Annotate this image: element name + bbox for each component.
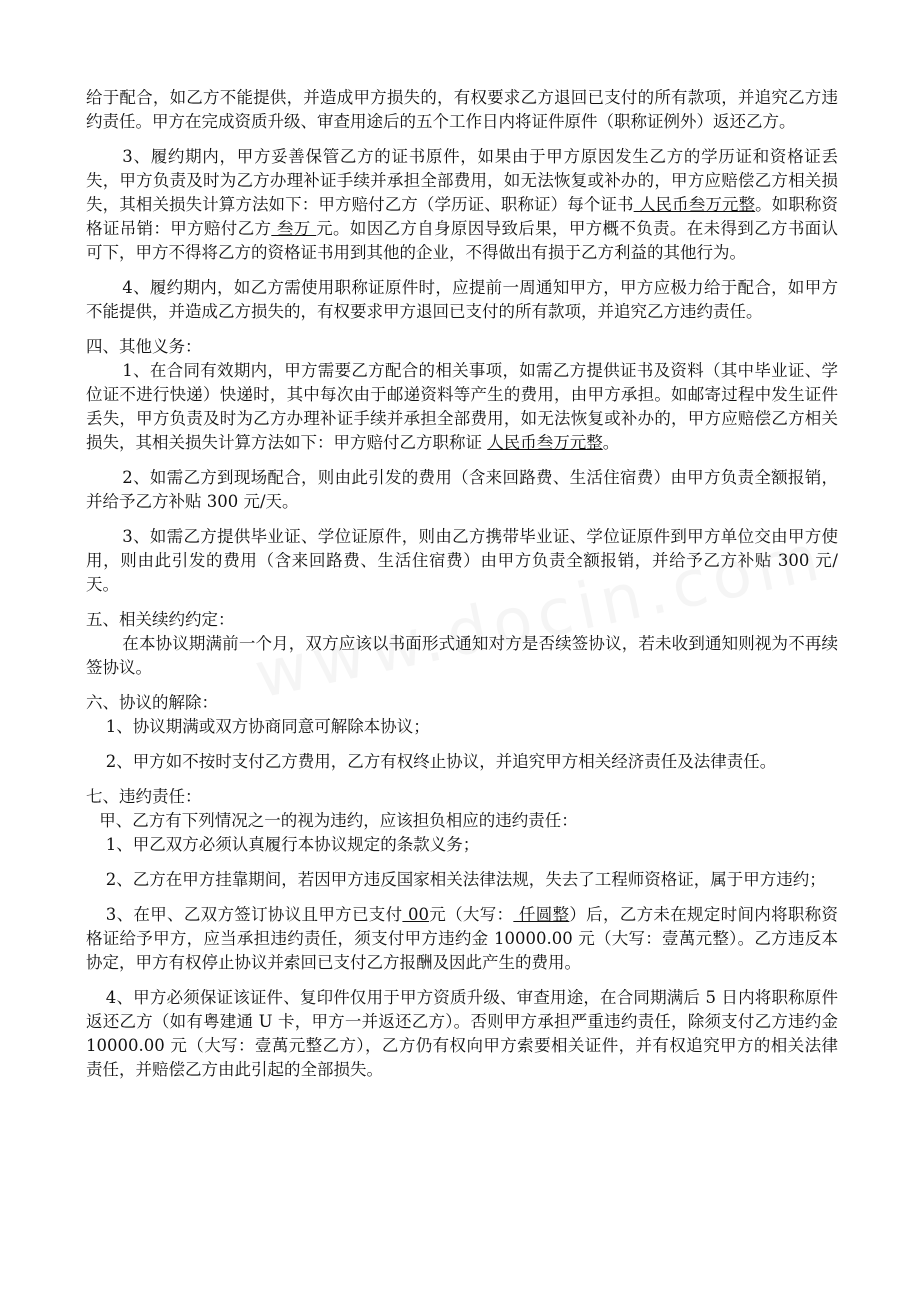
paragraph-breach-2: 2、乙方在甲方挂靠期间，若因甲方违反国家相关法律法规，失去了工程师资格证，属于甲方违约；	[105, 870, 826, 889]
document-page	[86, 86, 838, 1082]
courier-compensation-underlined: 人民币叁万元整	[487, 433, 603, 452]
paragraph-breach-1: 1、甲乙双方必须认真履行本协议规定的条款义务；	[105, 835, 480, 854]
paragraph-original-diploma: 3、如需乙方提供毕业证、学位证原件，则由乙方携带毕业证、学位证原件到甲方单位交由甲方使用，则由此引发的费用（含来回路费、生活住宿费）由甲方负责全额报销，并给予乙方补贴 300 元/天。	[86, 527, 838, 594]
paid-amount-underlined: 00	[402, 905, 429, 924]
paragraph-title-cert-use: 4、履约期内，如乙方需使用职称证原件时，应提前一周通知甲方，甲方应极力给于配合，如甲方不能提供，并造成乙方损失的，有权要求甲方退回已支付的所有款项，并追究乙方违约责任。	[86, 278, 838, 321]
revocation-amount-underlined: 叁万	[271, 219, 317, 238]
compensation-amount-underlined: 人民币叁万元整	[633, 195, 756, 214]
paragraph-certificate-custody: 3、履约期内，甲方妥善保管乙方的证书原件，如果由于甲方原因发生乙方的学历证和资格证丢失，甲方负责及时为乙方办理补证手续并承担全部费用，如无法恢复或补办的，甲方应赔偿乙方相关损失，其相关损失计算方法如下：甲方赔付乙方（学历证、职称证）每个证书 人民币叁万元整。如职称资格证吊销：甲方赔付乙方 叁万 元。如因乙方自身原因导致后果，甲方概不负责。在未得到乙方书面认可下，甲方不得将乙方的资格证书用到其他的企业，不得做出有损于乙方利益的其他行为。	[86, 147, 839, 262]
section-heading-renewal: 五、相关续约约定：	[86, 610, 235, 629]
section-heading-breach: 七、违约责任：	[86, 787, 202, 806]
paragraph-courier-costs: 1、在合同有效期内，甲方需要乙方配合的相关事项，如需乙方提供证书及资料（其中毕业证、学位证不进行快递）快递时，其中每次由于邮递资料等产生的费用，由甲方承担。如邮寄过程中发生证件丢失，甲方负责及时为乙方办理补证手续并承担全部费用，如无法恢复或补办的，甲方应赔偿乙方相关损失，其相关损失计算方法如下：甲方赔付乙方职称证 人民币叁万元整。	[86, 361, 838, 452]
section-heading-other-obligations: 四、其他义务：	[86, 337, 202, 356]
paragraph-obligation-continuation: 给于配合，如乙方不能提供，并造成甲方损失的，有权要求乙方退回已支付的所有款项，并追究乙方违约责任。甲方在完成资质升级、审查用途后的五个工作日内将证件原件（职称证例外）返还乙方。	[86, 88, 838, 131]
paragraph-breach-4: 4、甲方必须保证该证件、复印件仅用于甲方资质升级、审查用途，在合同期满后 5 日内将职称原件返还乙方（如有粤建通 U 卡，甲方一并返还乙方）。否则甲方承担严重违约责任，除须支付乙方违约金 10000.00 元（大写：壹萬元整乙方），乙方仍有权向甲方索要相关证件，并有权追究甲方的相关法律责任，并赔偿乙方由此引起的全部损失。	[86, 988, 838, 1079]
section-heading-termination: 六、协议的解除：	[86, 693, 218, 712]
paid-amount-words-underlined: 仟圆整	[513, 905, 570, 924]
paragraph-renewal-notice: 在本协议期满前一个月，双方应该以书面形式通知对方是否续签协议，若未收到通知则视为不再续签协议。	[86, 634, 838, 677]
paragraph-breach-intro: 甲、乙方有下列情况之一的视为违约，应该担负相应的违约责任：	[99, 811, 578, 830]
paragraph-onsite-costs: 2、如需乙方到现场配合，则由此引发的费用（含来回路费、生活住宿费）由甲方负责全额报销，并给予乙方补贴 300 元/天。	[86, 468, 838, 511]
paragraph-termination-2: 2、甲方如不按时支付乙方费用，乙方有权终止协议，并追究甲方相关经济责任及法律责任。	[105, 752, 777, 771]
paragraph-termination-1: 1、协议期满或双方协商同意可解除本协议；	[105, 717, 430, 736]
paragraph-breach-3: 3、在甲、乙双方签订协议且甲方已支付 00元（大写： 仟圆整）后，乙方未在规定时间内将职称资格证给予甲方，应当承担违约责任，须支付甲方违约金 10000.00 元（大写：壹萬元整）。乙方违反本协定，甲方有权停止协议并索回已支付乙方报酬及因此产生的费用。	[86, 905, 839, 972]
